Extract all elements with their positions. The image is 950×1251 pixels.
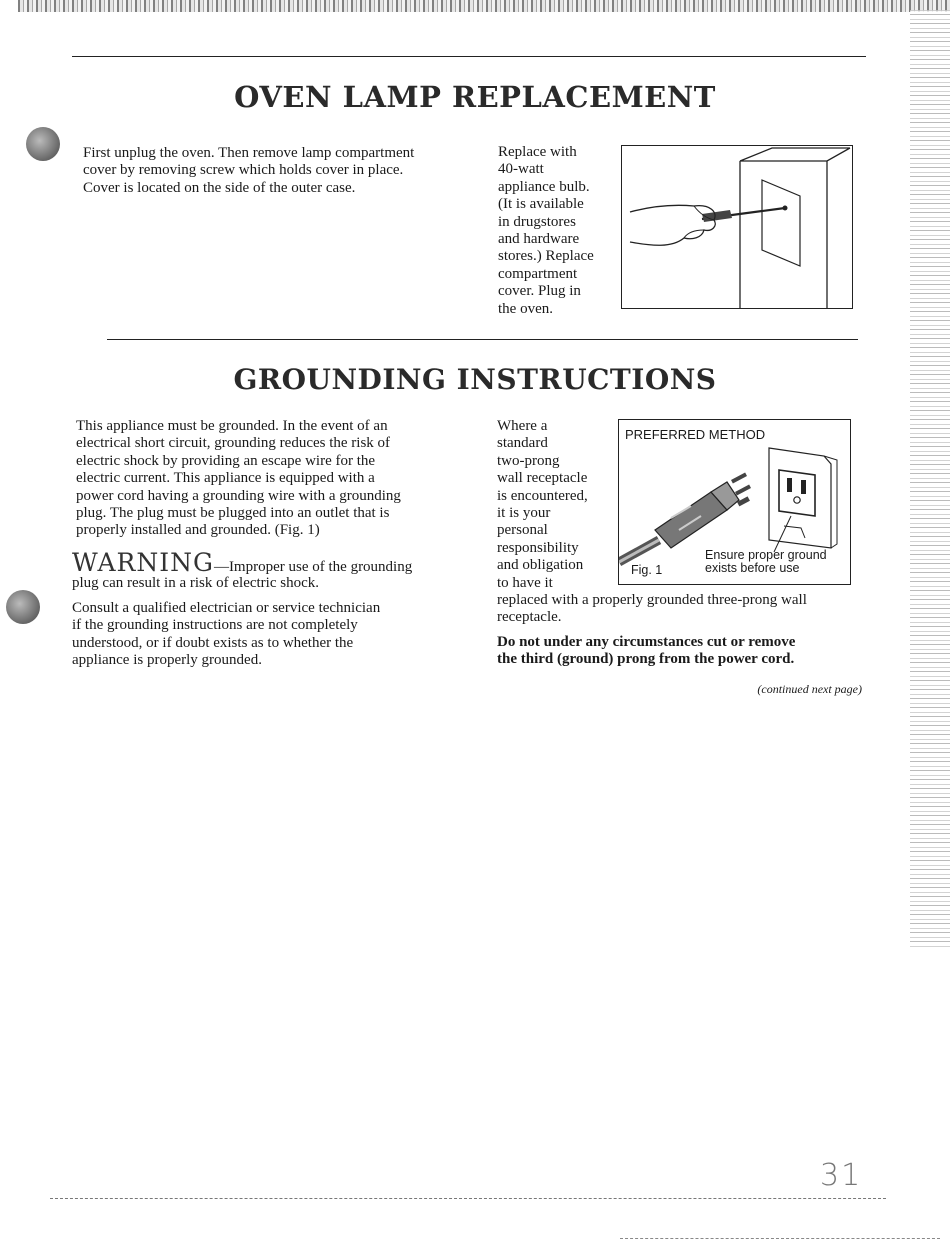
oven-lamp-title: OVEN LAMP REPLACEMENT	[234, 80, 716, 114]
text-line: Consult a qualified electrician or service technician	[72, 600, 381, 616]
binder-hole-top	[26, 127, 60, 161]
text-line: standard	[497, 435, 548, 452]
grounding-title: GROUNDING INSTRUCTIONS	[233, 363, 717, 396]
text-line: This appliance must be grounded. In the event of an	[76, 418, 388, 434]
text-line: appliance bulb.	[498, 178, 590, 195]
text-line: replaced with a properly grounded three-prong wall	[497, 592, 807, 608]
warning-line2: plug can result in a risk of electric shock.	[72, 575, 320, 591]
scan-edge-bottom	[620, 1238, 940, 1239]
figure-caption: Fig. 1	[631, 563, 663, 577]
figure-note-line: Ensure proper ground	[705, 548, 827, 562]
text-line: the oven.	[498, 300, 553, 317]
text-line: responsibility	[497, 539, 579, 556]
figure-1	[618, 419, 851, 585]
text-line: (It is available	[498, 196, 584, 213]
text-line: and hardware	[498, 231, 580, 248]
warning-heading: WARNING	[72, 548, 214, 577]
text-line: compartment	[498, 265, 578, 282]
section-rule-middle	[107, 339, 858, 340]
grounding-intro	[76, 418, 466, 540]
text-line: stores.) Replace	[498, 248, 594, 265]
consult-paragraph	[72, 600, 472, 670]
text-line: personal	[497, 522, 548, 539]
text-line: in drugstores	[498, 213, 576, 230]
text-line: to have it	[497, 574, 553, 591]
scan-border-right	[910, 10, 950, 950]
footer-rule	[50, 1198, 886, 1199]
text-line: two-prong	[497, 452, 560, 469]
grounding-right-text	[497, 418, 612, 592]
text-line: if the grounding instructions are not completely	[72, 617, 358, 634]
text-line: plug. The plug must be plugged into an outlet that is	[76, 505, 390, 522]
text-line: electric current. This appliance is equipped with a	[76, 470, 375, 487]
scan-border-top	[18, 0, 950, 12]
text-line: 40-watt	[498, 161, 544, 178]
text-line: Where a	[497, 418, 548, 434]
grounding-warning-bold	[497, 634, 867, 669]
section-rule-top	[72, 56, 866, 57]
page-number: 31	[820, 1158, 863, 1193]
figure-note-line: exists before use	[705, 561, 800, 575]
warning-block	[72, 548, 472, 592]
figure-note	[705, 549, 827, 575]
text-line: it is your	[497, 505, 551, 522]
text-line: electrical short circuit, grounding reduces the risk of	[76, 435, 391, 452]
text-line: understood, or if doubt exists as to whether the	[72, 634, 354, 651]
grounding-continuation	[497, 592, 867, 627]
text-line: Do not under any circumstances cut or remove	[497, 634, 796, 650]
screwdriver-illustration	[622, 146, 852, 308]
text-line: cover. Plug in	[498, 283, 581, 300]
text-line: electric shock by providing an escape wire for the	[76, 452, 376, 469]
text-line: appliance is properly grounded.	[72, 652, 262, 669]
text-line: wall receptacle	[497, 470, 588, 487]
figure-header: PREFERRED METHOD	[625, 427, 766, 442]
text-line: is encountered,	[497, 487, 588, 504]
text-line: properly installed and grounded. (Fig. 1)	[76, 522, 320, 539]
oven-lamp-illustration	[621, 145, 853, 309]
text-line: Replace with	[498, 144, 577, 160]
text-line: and obligation	[497, 557, 584, 574]
continued-note: (continued next page)	[757, 682, 862, 696]
binder-hole-bottom	[6, 590, 40, 624]
warning-text: —Improper use of the grounding	[213, 559, 413, 575]
oven-lamp-replace-text	[498, 144, 618, 318]
oven-lamp-instructions: First unplug the oven. Then remove lamp compartment cover by removing screw which holds cover in place. Cover is located on the side of the outer case.	[83, 145, 415, 196]
text-line: the third (ground) prong from the power cord.	[497, 651, 795, 668]
text-line: receptacle.	[497, 609, 562, 626]
text-line: power cord having a grounding wire with a grounding	[76, 487, 401, 504]
